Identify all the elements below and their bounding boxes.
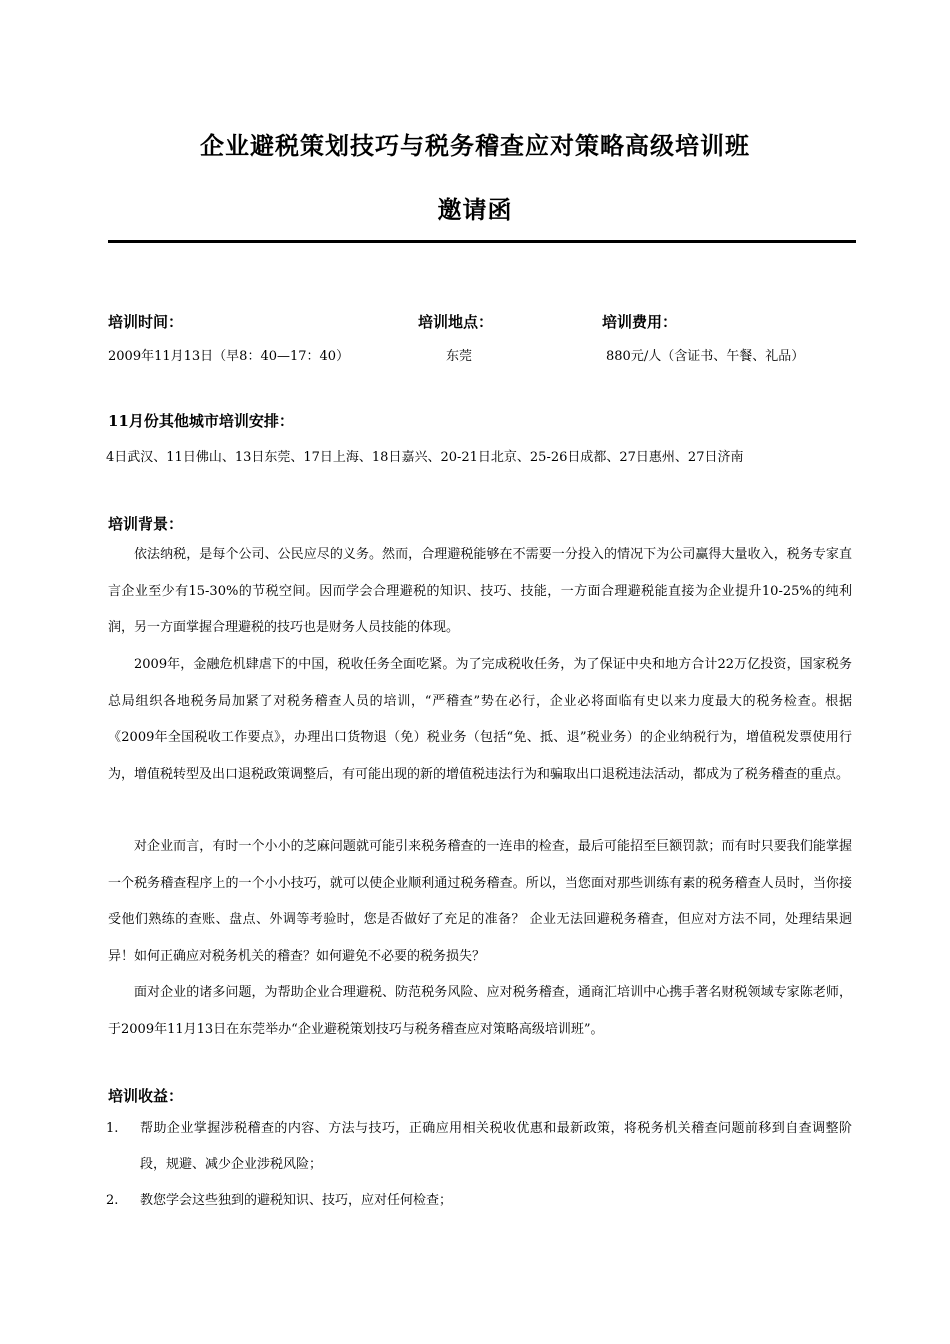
page-subtitle: 邀请函	[437, 195, 513, 224]
place-value: 东莞	[446, 349, 473, 364]
benefit-item-1: 帮助企业掌握涉税稽查的内容、方法与技巧，正确应用相关税收优惠和最新政策，将税务机关稽查问题前移到自查调整阶段，规避、减少企业涉税风险；	[140, 1121, 852, 1172]
benefit-item-2: 教您学会这些独到的避税知识、技巧，应对任何检查；	[140, 1193, 453, 1208]
background-heading: 培训背景：	[108, 515, 184, 533]
background-paragraph-3: 对企业而言，有时一个小小的芝麻问题就可能引来税务稽查的一连串的检查，最后可能招至巨额罚款；而有时只要我们能掌握一个税务稽查程序上的一个小小技巧，就可以使企业顺利通过税务稽查。所以，当您面对那些训练有素的税务稽查人员时，当你接受他们熟练的查账、盘点、外调等考验时，您是否做好了充足的准备？ 企业无法回避税务稽查，但应对方法不同，处理结果迥异！如何正确应对税务机关的稽查？如何避免不必要的税务损失？	[108, 839, 852, 964]
benefit-number-1: 1.	[106, 1121, 119, 1136]
fee-value: 880元/人（含证书、午餐、礼品）	[606, 349, 805, 364]
place-label: 培训地点：	[418, 313, 494, 331]
title-divider	[108, 240, 856, 243]
time-label: 培训时间：	[108, 313, 184, 331]
fee-label: 培训费用：	[602, 313, 678, 331]
benefits-heading: 培训收益：	[108, 1087, 184, 1105]
benefit-number-2: 2.	[106, 1193, 119, 1208]
time-value: 2009年11月13日（早8：40—17：40）	[108, 349, 350, 364]
background-paragraph-2: 2009年，金融危机肆虐下的中国，税收任务全面吃紧。为了完成税收任务，为了保证中央和地方合计22万亿投资，国家税务总局组织各地税务局加紧了对税务稽查人员的培训，“严稽查”势在必行，企业必将面临有史以来力度最大的税务检查。根据《2009年全国税收工作要点》，办理出口货物退（免）税业务（包括“免、抵、退”税业务）的企业纳税行为，增值税发票使用行为，增值税转型及出口退税政策调整后，有可能出现的新的增值税违法行为和骗取出口退税违法活动，都成为了税务稽查的重点。	[108, 657, 852, 782]
schedule-heading: 11月份其他城市培训安排：	[108, 412, 294, 430]
background-paragraph-1: 依法纳税，是每个公司、公民应尽的义务。然而，合理避税能够在不需要一分投入的情况下为公司赢得大量收入，税务专家直言企业至少有15-30%的节税空间。因而学会合理避税的知识、技巧、技能，一方面合理避税能直接为企业提升10-25%的纯利润，另一方面掌握合理避税的技巧也是财务人员技能的体现。	[108, 547, 852, 635]
page-title: 企业避税策划技巧与税务稽查应对策略高级培训班	[200, 131, 750, 160]
background-paragraph-4: 面对企业的诸多问题，为帮助企业合理避税、防范税务风险、应对税务稽查，通商汇培训中心携手著名财税领域专家陈老师，于2009年11月13日在东莞举办“企业避税策划技巧与税务稽查应对策略高级培训班”。	[108, 985, 852, 1037]
schedule-text: 4日武汉、11日佛山、13日东莞、17日上海、18日嘉兴、20-21日北京、25-26日成都、27日惠州、27日济南	[106, 450, 744, 465]
